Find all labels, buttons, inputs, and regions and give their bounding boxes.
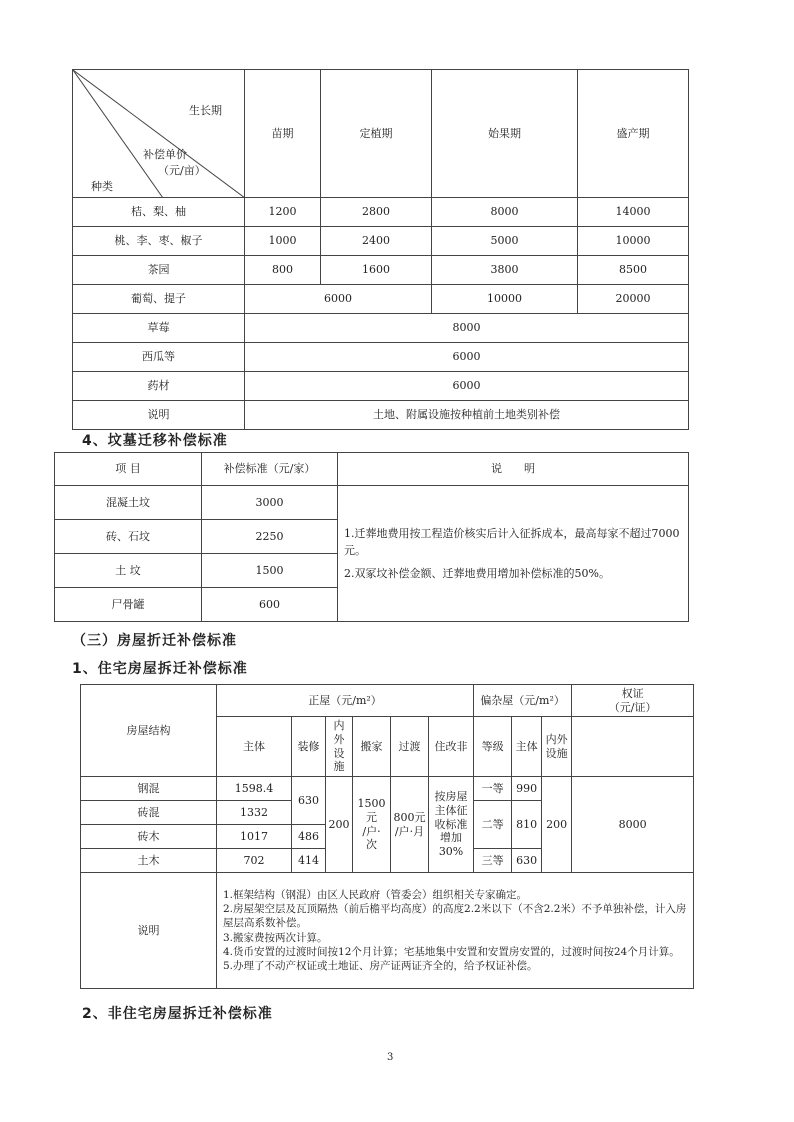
cell-value: 5000 (432, 227, 578, 256)
sub-zhugaifei: 住改非 (429, 717, 474, 777)
cell-value: 414 (292, 849, 326, 873)
cell-value: 6000 (245, 285, 432, 314)
page-number: 3 (387, 1052, 394, 1063)
section-title-residential: 1、住宅房屋拆迁补偿标准 (72, 661, 248, 677)
cell-value: 486 (292, 825, 326, 849)
header-main-house: 正屋（元/m²） (217, 685, 474, 717)
cell-value: 2250 (202, 520, 338, 554)
residential-note-4: 4.货币安置的过渡时间按12个月计算；宅基地集中安置和安置房安置的，过渡时间按24个月计算。 (223, 945, 680, 958)
guodu-value: 800元 /户·月 (391, 777, 429, 873)
cell-note: 土地、附属设施按种植前土地类别补偿 (245, 401, 689, 430)
row-name: 砖、石坟 (55, 520, 202, 554)
header-item: 项 目 (55, 453, 202, 486)
section-title-nonresidential: 2、非住宅房屋拆迁补偿标准 (82, 1006, 273, 1022)
grave-note-1: 1.迁葬地费用按工程造价核实后计入征拆成本，最高每家不超过7000元。 (344, 526, 680, 557)
corner-unit-label: （元/亩） (158, 164, 206, 177)
zhugaifei-value: 按房屋 主体征 收标准 增加 30% (429, 777, 474, 873)
side-level: 三等 (474, 849, 512, 873)
row-name: 砖木 (81, 825, 217, 849)
cell-value: 8500 (578, 256, 689, 285)
corner-type-label: 种类 (91, 180, 113, 193)
side-facility-value: 200 (542, 777, 572, 873)
diagonal-header-cell (73, 70, 245, 198)
residential-note-1: 1.框架结构（钢混）由区人民政府（管委会）组织相关专家确定。 (223, 888, 528, 901)
row-name: 桃、李、枣、椒子 (73, 227, 245, 256)
row-name: 桔、梨、柚 (73, 198, 245, 227)
cell-value: 1017 (217, 825, 292, 849)
corner-growth-label: 生长期 (189, 104, 222, 117)
header-planting: 定植期 (321, 70, 432, 198)
cell-value: 1500 (202, 554, 338, 588)
sub-side-facility: 内外 设施 (542, 717, 572, 777)
cell-value: 14000 (578, 198, 689, 227)
banjia-value: 1500 元 /户· 次 (353, 777, 391, 873)
row-name: 西瓜等 (73, 343, 245, 372)
cell-value: 2800 (321, 198, 432, 227)
grave-notes (338, 486, 689, 622)
cell-value: 10000 (432, 285, 578, 314)
note-label: 说明 (81, 873, 217, 989)
header-peak: 盛产期 (578, 70, 689, 198)
sub-facility: 内 外 设 施 (326, 717, 353, 777)
cell-value: 6000 (245, 372, 689, 401)
row-name: 茶园 (73, 256, 245, 285)
row-name: 钢混 (81, 777, 217, 801)
sub-banjia: 搬家 (353, 717, 391, 777)
grave-compensation-table (54, 452, 689, 622)
cell-value: 1600 (321, 256, 432, 285)
grave-note-2: 2.双冢坟补偿金额、迁葬地费用增加补偿标准的50%。 (344, 567, 610, 581)
row-name: 尸骨罐 (55, 588, 202, 622)
cell-value: 8000 (245, 314, 689, 343)
row-name: 草莓 (73, 314, 245, 343)
cell-value: 6000 (245, 343, 689, 372)
header-side-house: 偏杂屋（元/m²） (474, 685, 572, 717)
crop-compensation-table (72, 69, 689, 430)
row-name: 药材 (73, 372, 245, 401)
residential-compensation-table (80, 684, 694, 989)
corner-price-label: 补偿单价 (143, 148, 187, 161)
cell-value: 702 (217, 849, 292, 873)
side-value: 990 (512, 777, 542, 801)
header-note: 说 明 (338, 453, 689, 486)
diagonal-lines (73, 70, 245, 198)
side-value: 810 (512, 801, 542, 849)
cert-empty (572, 717, 694, 777)
header-seedling: 苗期 (245, 70, 321, 198)
sub-zhuangxiu: 装修 (292, 717, 326, 777)
sub-dengji: 等级 (474, 717, 512, 777)
cell-value: 1200 (245, 198, 321, 227)
residential-note-2: 2.房屋架空层及瓦顶隔热（前后檐平均高度）的高度2.2米以下（不含2.2米）不予单独补偿，计入房屋层高系数补偿。 (223, 903, 687, 930)
cell-value: 2400 (321, 227, 432, 256)
residential-notes (217, 873, 694, 989)
cell-value: 1332 (217, 801, 292, 825)
sub-guodu: 过渡 (391, 717, 429, 777)
facility-value: 200 (326, 777, 353, 873)
section-title-grave: 4、坟墓迁移补偿标准 (82, 433, 228, 449)
cell-value: 600 (202, 588, 338, 622)
cell-value: 1000 (245, 227, 321, 256)
cell-value: 8000 (432, 198, 578, 227)
cell-value: 3000 (202, 486, 338, 520)
side-level: 一等 (474, 777, 512, 801)
side-level: 二等 (474, 801, 512, 849)
cert-value: 8000 (572, 777, 694, 873)
sub-zhuti: 主体 (217, 717, 292, 777)
residential-note-3: 3.搬家费按两次计算。 (223, 931, 328, 944)
cell-value: 20000 (578, 285, 689, 314)
cell-value: 3800 (432, 256, 578, 285)
row-name: 土 坟 (55, 554, 202, 588)
header-cert: 权证 （元/证） (572, 685, 694, 717)
row-name: 砖混 (81, 801, 217, 825)
side-value: 630 (512, 849, 542, 873)
zhuangxiu-shared: 630 (292, 777, 326, 825)
row-name: 葡萄、提子 (73, 285, 245, 314)
residential-note-5: 5.办理了不动产权证或土地证、房产证两证齐全的，给予权证补偿。 (223, 959, 538, 972)
sub-side-zhuti: 主体 (512, 717, 542, 777)
cell-value: 10000 (578, 227, 689, 256)
row-name: 土木 (81, 849, 217, 873)
header-first-fruit: 始果期 (432, 70, 578, 198)
section-title-house: （三）房屋折迁补偿标准 (72, 633, 237, 649)
row-name: 说明 (73, 401, 245, 430)
header-structure: 房屋结构 (81, 685, 217, 777)
cell-value: 800 (245, 256, 321, 285)
header-standard: 补偿标准（元/家） (202, 453, 338, 486)
cell-value: 1598.4 (217, 777, 292, 801)
row-name: 混凝土坟 (55, 486, 202, 520)
